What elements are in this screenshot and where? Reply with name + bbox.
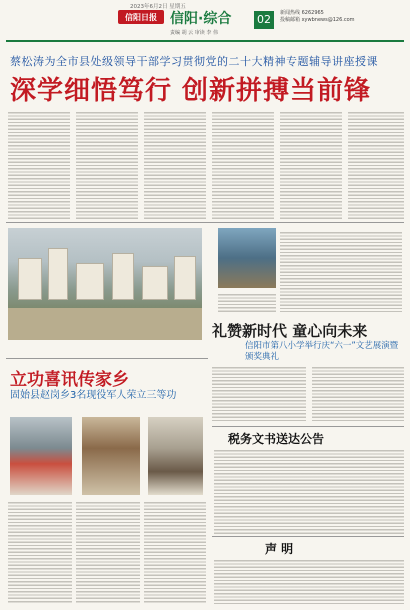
lead-body-col6 [348, 110, 404, 220]
army-headline: 立功喜讯传家乡 [10, 370, 129, 390]
culture-headline: 礼赞新时代 童心向未来 [212, 322, 368, 340]
page-number: 02 [254, 11, 274, 29]
lead-body-col3 [144, 110, 206, 220]
lead-body-col1 [8, 110, 70, 220]
award-photo-2 [82, 417, 140, 495]
lead-headline: 深学细悟笃行 创新拼搏当前锋 [10, 76, 372, 106]
culture-body-col1 [212, 365, 306, 423]
notice-body [214, 448, 404, 534]
award-photo-1 [10, 417, 72, 495]
hotline-phone: 新闻热线 6262965 [280, 10, 324, 16]
notice-headline: 税务文书送达公告 [228, 432, 325, 446]
section-editors: 责编 胡 云 审读 李 伟 [170, 30, 218, 36]
divider [6, 222, 404, 223]
statement-headline: 声 明 [265, 542, 294, 556]
caption-photo [218, 228, 276, 288]
lead-body-col2 [76, 110, 138, 220]
army-body-col1 [8, 500, 72, 604]
divider [6, 358, 208, 359]
newspaper-logo: 信阳日报 [118, 10, 164, 24]
award-photo-3 [148, 417, 203, 495]
lead-body-col4 [212, 110, 274, 220]
army-subheadline: 固始县赵岗乡3名现役军人荣立三等功 [10, 390, 177, 401]
culture-body-col2 [312, 365, 404, 423]
masthead-date: 2023年6月2日 星期五 [130, 4, 186, 10]
army-body-col3 [144, 500, 206, 604]
divider [212, 536, 404, 537]
right-upper-text [280, 230, 402, 312]
section-title: 信阳·综合 [170, 11, 232, 27]
statement-body [214, 558, 404, 604]
culture-subheadline: 信阳市第八小学举行庆“六一”文艺展演暨颁奖典礼 [245, 341, 399, 362]
hotline [280, 10, 355, 24]
lead-body-col5 [280, 110, 342, 220]
lead-kicker: 蔡松涛为全市县处级领导干部学习贯彻党的二十大精神专题辅导讲座授课 [10, 55, 378, 68]
masthead-rule [6, 40, 404, 42]
army-body-col2 [76, 500, 140, 604]
divider [212, 426, 404, 427]
photo-caption-text [218, 292, 276, 314]
hotline-email: 投稿邮箱 xywbnews@126.com [280, 17, 355, 23]
city-aerial-photo [8, 228, 202, 340]
